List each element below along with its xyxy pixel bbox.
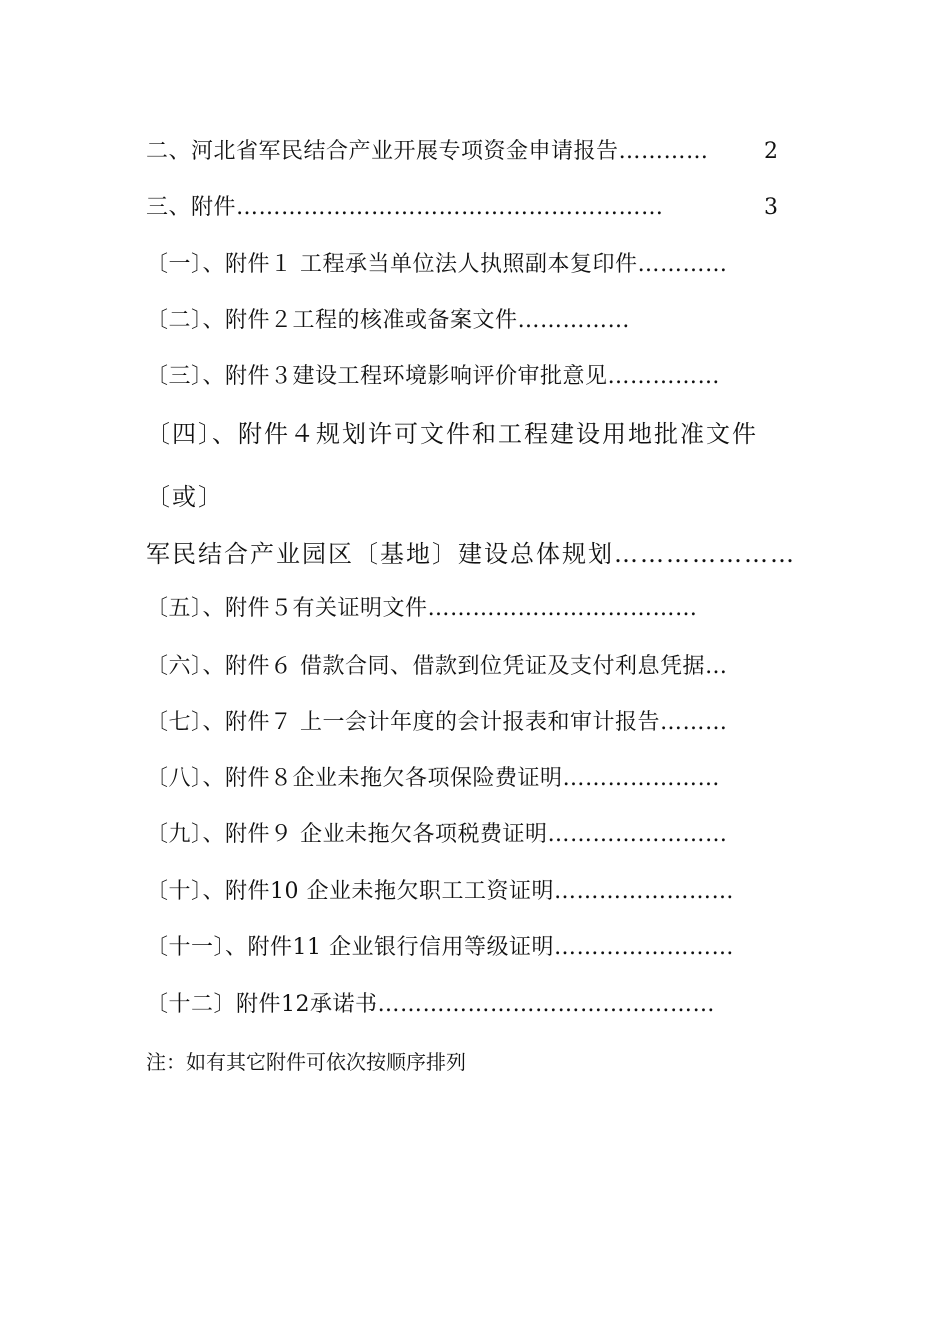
toc-page-number: 3: [764, 195, 778, 220]
toc-entry-attachment-12: 〔十二〕附件12承诺书………………………………………: [146, 992, 715, 1017]
toc-entry-attachment-3: 〔三〕、附件３建设工程环境影响评价审批意见……………: [146, 364, 721, 389]
toc-entry-attachment-9: 〔九〕、附件９ 企业未拖欠各项税费证明……………………: [146, 822, 728, 847]
toc-entry-attachment-5: 〔五〕、附件５有关证明文件………………………………: [146, 596, 698, 621]
toc-entry-attachment-8: 〔八〕、附件８企业未拖欠各项保险费证明…………………: [146, 766, 721, 791]
toc-entry-attachment-6: 〔六〕、附件６ 借款合同、借款到位凭证及支付利息凭据…: [146, 654, 728, 679]
toc-entry-attachment-4: 〔四〕、附件４规划许可文件和工程建设用地批准文件: [146, 420, 758, 448]
footnote: 注：如有其它附件可依次按顺序排列: [146, 1050, 466, 1074]
toc-entry-attachment-2: 〔二〕、附件２工程的核准或备案文件……………: [146, 308, 631, 333]
toc-entry-2: 二、河北省军民结合产业开展专项资金申请报告…………: [146, 139, 709, 164]
toc-entry-attachment-10: 〔十〕、附件10 企业未拖欠职工工资证明……………………: [146, 879, 734, 904]
toc-entry-attachment-1: 〔一〕、附件１ 工程承当单位法人执照副本复印件…………: [146, 252, 728, 277]
toc-entry-attachment-7: 〔七〕、附件７ 上一会计年度的会计报表和审计报告………: [146, 710, 728, 735]
toc-entry-attachment-4-cont: 军民结合产业园区〔基地〕建设总体规划…………………: [146, 540, 796, 568]
toc-entry-attachment-4-or: 〔或〕: [146, 483, 224, 511]
toc-entry-attachment-11: 〔十一〕、附件11 企业银行信用等级证明……………………: [146, 935, 734, 960]
toc-page-number: 2: [764, 139, 778, 164]
toc-entry-3: 三、附件…………………………………………………: [146, 195, 664, 220]
